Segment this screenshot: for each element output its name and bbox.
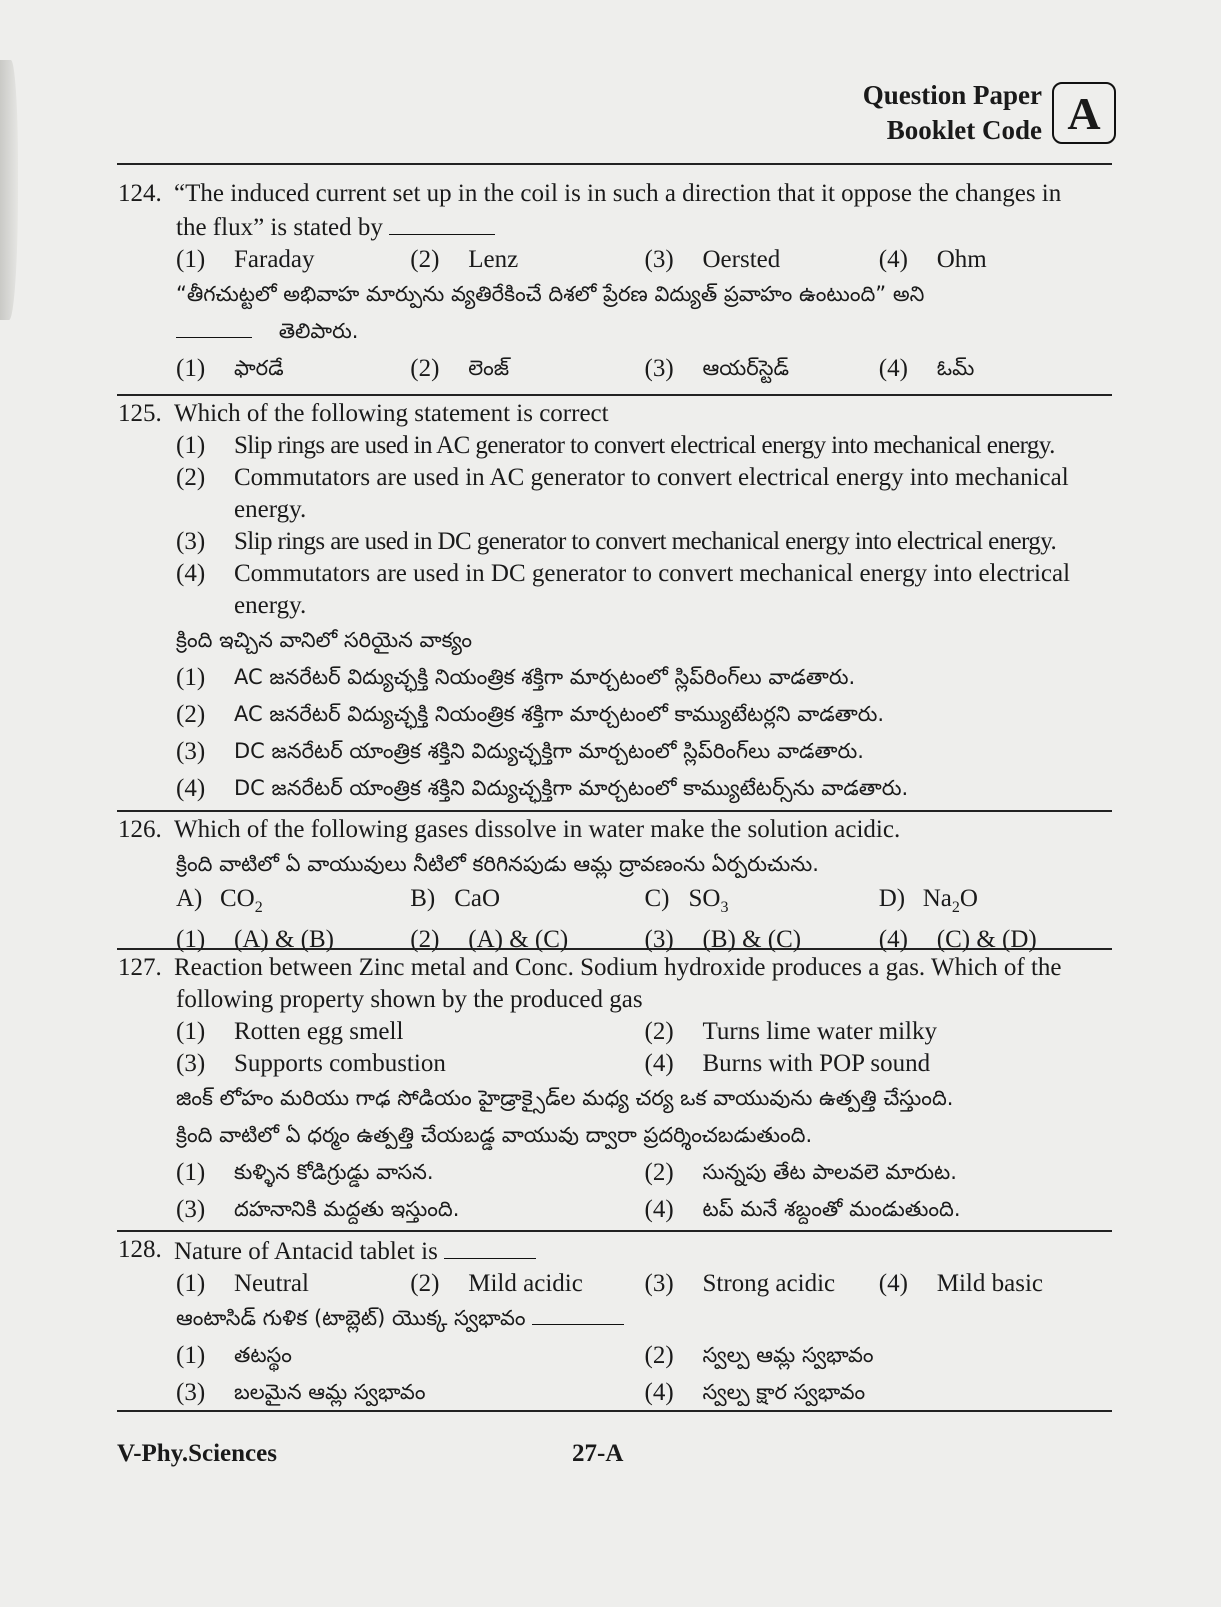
option-number: (2) (410, 355, 440, 382)
option-text: Turns lime water milky (702, 1018, 937, 1045)
option-text: Rotten egg smell (234, 1018, 404, 1045)
option-4 (118, 558, 1113, 622)
option-1 (118, 430, 1113, 462)
subject-label: V-Phy.Sciences (117, 1440, 277, 1467)
option-text: దహనానికి మద్దతు ఇస్తుంది. (234, 1197, 460, 1221)
option-number: (3) (176, 1196, 206, 1223)
option-number: (3) (176, 1379, 206, 1406)
option-number: (2) (176, 701, 206, 728)
option-text: DC జనరేటర్ యాంత్రిక శక్తిని విద్యుచ్ఛక్తిగా మార్చటంలో స్లిప్‌రింగ్‌లు వాడతారు. (234, 739, 864, 763)
option-number: (4) (878, 355, 908, 382)
option-2 (410, 244, 644, 276)
option-text: సున్నపు తేట పాలవలె మారుట. (702, 1160, 957, 1184)
option-number: (3) (176, 1050, 206, 1077)
divider (117, 1230, 1112, 1232)
question-text: Which of the following gases dissolve in water make the solution acidic. (174, 816, 901, 843)
option-text: AC జనరేటర్ విద్యుచ్ఛక్తి నియంత్రిక శక్తిగా మార్చటంలో కామ్యుటేటర్లని వాడతారు. (234, 702, 885, 726)
option-2 (645, 1154, 1114, 1191)
item-formula: $SO_3$ (688, 885, 729, 916)
question-number: 125. (118, 400, 162, 427)
option-text: Supports combustion (234, 1050, 446, 1077)
option-text: Neutral (234, 1270, 309, 1297)
torn-paper-edge (0, 60, 18, 320)
option-1 (118, 659, 1113, 696)
item-letter: B) (410, 885, 436, 912)
answer-blank (389, 210, 495, 235)
item-letter: A) (176, 885, 203, 912)
option-3 (176, 1374, 645, 1411)
option-text: Commutators are used in AC generator to convert electrical energy into mechanical energy. (234, 464, 1069, 523)
telugu-question-line2 (118, 313, 1113, 350)
question-124 (118, 178, 1113, 387)
question-text: Nature of Antacid tablet is (174, 1238, 438, 1265)
option-number: (2) (644, 1342, 674, 1369)
option-3 (176, 1048, 645, 1080)
option-number: (4) (176, 560, 206, 587)
header-title (863, 78, 1042, 148)
question-number: 126. (118, 816, 162, 843)
option-number: (1) (176, 1270, 206, 1297)
question-text-line1: Reaction between Zinc metal and Conc. Sodium hydroxide produces a gas. Which of the (174, 954, 1062, 981)
telugu-question-line1: జింక్ లోహం మరియు గాఢ సోడియం హైడ్రాక్సైడ్‌ల మధ్య చర్య ఒక వాయువును ఉత్పత్తి చేస్తుంది. (176, 1086, 954, 1110)
question-127 (118, 952, 1113, 1228)
answer-blank (176, 317, 252, 338)
option-number: (2) (644, 1159, 674, 1186)
options-english (118, 244, 1113, 276)
options-english-row1 (118, 1016, 1113, 1048)
option-number: (3) (176, 528, 206, 555)
option-3 (176, 1191, 645, 1228)
item-formula: CaO (454, 885, 501, 912)
question-126 (118, 814, 1113, 956)
option-text: Commutators are used in DC generator to convert mechanical energy into electrical energy. (234, 560, 1071, 619)
divider (117, 163, 1112, 165)
option-number: (4) (878, 246, 908, 273)
header-title-line2: Booklet Code (886, 115, 1042, 145)
option-number: (3) (644, 926, 674, 953)
option-3 (645, 350, 879, 387)
option-number: (1) (176, 1342, 206, 1369)
option-text: Mild acidic (468, 1270, 583, 1297)
question-number: 127. (118, 954, 162, 981)
option-number: (1) (176, 926, 206, 953)
question-128 (118, 1234, 1113, 1411)
option-number: (2) (410, 1270, 440, 1297)
options-english (118, 1268, 1113, 1300)
option-text: AC జనరేటర్ విద్యుచ్ఛక్తి నియంత్రిక శక్తిగా మార్చటంలో స్లిప్‌రింగ్‌లు వాడతారు. (234, 665, 856, 689)
gas-items (118, 883, 1113, 924)
option-number: (3) (644, 246, 674, 273)
divider (117, 810, 1112, 812)
telugu-question-text: ఆంటాసిడ్ గుళిక (టాబ్లెట్) యొక్క స్వభావం (176, 1306, 526, 1330)
item-formula: $Na_2O$ (922, 885, 978, 916)
option-number: (4) (644, 1196, 674, 1223)
page-number: 27-A (572, 1440, 624, 1467)
option-2 (410, 350, 644, 387)
item-d (879, 883, 1113, 924)
question-125 (118, 398, 1113, 807)
option-3 (118, 733, 1113, 770)
option-number: (3) (644, 1270, 674, 1297)
option-1 (176, 1337, 645, 1374)
option-number: (3) (176, 738, 206, 765)
option-text: Oersted (702, 246, 781, 273)
question-text-line1: “The induced current set up in the coil is in such a direction that it oppose the changes in (174, 180, 1062, 207)
item-a (176, 883, 410, 924)
option-text: ఆయర్‌స్టెడ్ (702, 356, 789, 380)
option-number: (4) (644, 1050, 674, 1077)
divider (117, 948, 1112, 950)
option-number: (4) (878, 1270, 908, 1297)
option-text: Faraday (234, 246, 315, 273)
item-letter: D) (878, 885, 906, 912)
telugu-question-line2: క్రింది వాటిలో ఏ ధర్మం ఉత్పత్తి చేయబడ్డ వాయువు ద్వారా ప్రదర్శించబడుతుంది. (176, 1123, 813, 1147)
options-telugu-row2 (118, 1191, 1113, 1228)
option-3 (118, 526, 1113, 558)
option-number: (1) (176, 246, 206, 273)
header-title-line1: Question Paper (862, 80, 1042, 110)
option-number: (2) (410, 926, 440, 953)
option-4 (879, 244, 1113, 276)
options-telugu-row1 (118, 1337, 1113, 1374)
option-1 (176, 244, 410, 276)
option-number: (2) (644, 1018, 674, 1045)
option-4 (645, 1191, 1114, 1228)
question-text-line2: following property shown by the produced gas (176, 986, 643, 1013)
option-2 (118, 696, 1113, 733)
option-4 (879, 1268, 1113, 1300)
option-text: DC జనరేటర్ యాంత్రిక శక్తిని విద్యుచ్ఛక్తిగా మార్చటంలో కామ్యుటేటర్స్‌ను వాడతారు. (234, 776, 909, 800)
option-text: (C) & (D) (936, 926, 1037, 953)
option-text: స్వల్ప ఆమ్ల స్వభావం (702, 1343, 874, 1367)
options-telugu (118, 350, 1113, 387)
option-1 (176, 1016, 645, 1048)
option-text: Burns with POP sound (702, 1050, 931, 1077)
question-text: Which of the following statement is correct (174, 400, 609, 427)
option-text: బలమైన ఆమ్ల స్వభావం (234, 1380, 426, 1404)
option-number: (1) (176, 1159, 206, 1186)
option-number: (4) (176, 775, 206, 802)
option-text: (A) & (B) (234, 926, 334, 953)
option-1 (176, 1268, 410, 1300)
booklet-code-header (863, 78, 1116, 148)
booklet-code-box: A (1052, 82, 1116, 144)
option-text: కుళ్ళిన కోడిగ్రుడ్డు వాసన. (234, 1160, 434, 1184)
option-text: తటస్థం (234, 1343, 292, 1367)
option-text: Strong acidic (702, 1270, 836, 1297)
option-number: (2) (410, 246, 440, 273)
option-text: స్వల్ప క్షార స్వభావం (702, 1380, 866, 1404)
option-text: Slip rings are used in DC generator to convert mechanical energy into electrical energy. (234, 528, 1057, 555)
option-text: Ohm (936, 246, 987, 273)
options-english (118, 430, 1113, 622)
telugu-question-text: క్రింది వాటిలో ఏ వాయువులు నీటిలో కరిగినపుడు ఆమ్ల ద్రావణంను ఏర్పరుచును. (176, 852, 819, 876)
option-text: లెంజ్ (468, 356, 510, 380)
divider (117, 394, 1112, 396)
option-4 (645, 1048, 1114, 1080)
answer-blank (444, 1234, 536, 1259)
item-letter: C) (644, 885, 670, 912)
option-4 (645, 1374, 1114, 1411)
option-number: (4) (644, 1379, 674, 1406)
option-number: (1) (176, 432, 206, 459)
option-4 (118, 770, 1113, 807)
option-text: Lenz (468, 246, 519, 273)
option-2 (410, 1268, 644, 1300)
option-number: (3) (644, 355, 674, 382)
options-telugu-row1 (118, 1154, 1113, 1191)
option-text: (A) & (C) (468, 926, 569, 953)
option-number: (4) (878, 926, 908, 953)
option-1 (176, 1154, 645, 1191)
telugu-question-text: క్రింది ఇచ్చిన వానిలో సరియైన వాక్యం (176, 628, 473, 652)
option-3 (645, 1268, 879, 1300)
options-english-row2 (118, 1048, 1113, 1080)
option-2 (645, 1337, 1114, 1374)
option-text: (B) & (C) (702, 926, 802, 953)
option-text: Slip rings are used in AC generator to convert electrical energy into mechanical energy. (234, 432, 1055, 459)
option-text: Mild basic (936, 1270, 1043, 1297)
option-number: (1) (176, 664, 206, 691)
options-telugu (118, 659, 1113, 807)
option-number: (2) (176, 464, 206, 491)
option-number: (1) (176, 1018, 206, 1045)
option-3 (645, 244, 879, 276)
question-number: 124. (118, 180, 162, 207)
item-formula: $CO_2$ (220, 885, 263, 916)
option-2 (645, 1016, 1114, 1048)
option-1 (176, 350, 410, 387)
option-text: ఓమ్ (936, 356, 975, 380)
question-text-line2: the flux” is stated by (176, 214, 383, 241)
question-number: 128. (118, 1236, 162, 1263)
option-4 (879, 350, 1113, 387)
telugu-question-line1: “తీగచుట్టలో అభివాహ మార్పును వ్యతిరేకించే దిశలో ప్రేరణ విద్యుత్ ప్రవాహం ఉంటుంది” అని (176, 282, 925, 306)
item-c (645, 883, 879, 924)
answer-blank (532, 1304, 624, 1325)
options-telugu-row2 (118, 1374, 1113, 1411)
telugu-question-text: తెలిపారు. (278, 319, 359, 343)
item-b (410, 883, 644, 924)
option-2 (118, 462, 1113, 526)
divider (117, 1410, 1112, 1412)
option-text: టప్ మనే శబ్దంతో మండుతుంది. (702, 1197, 961, 1221)
option-number: (1) (176, 355, 206, 382)
option-text: ఫారడే (234, 356, 284, 380)
